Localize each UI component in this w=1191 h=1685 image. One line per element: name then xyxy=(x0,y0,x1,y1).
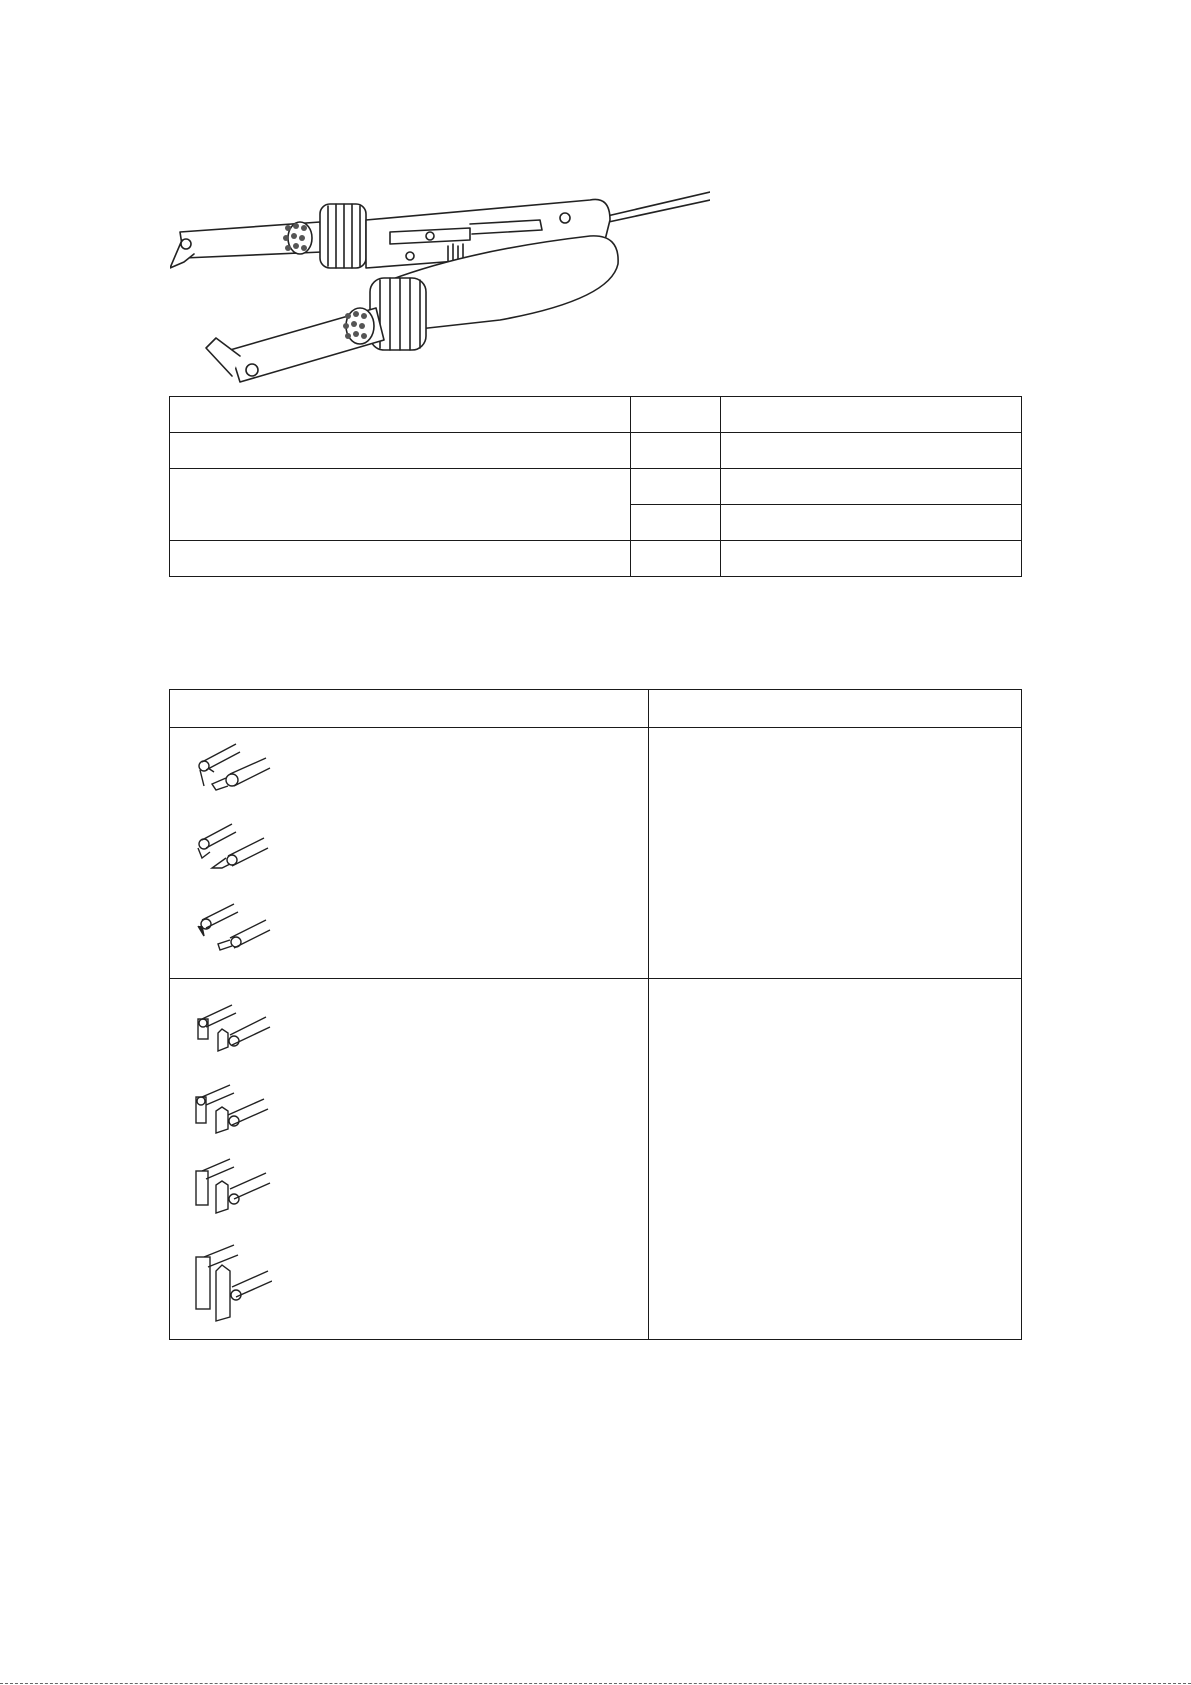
tip-description-cell xyxy=(649,979,1022,1340)
table-cell xyxy=(721,397,1022,433)
table-cell xyxy=(170,433,631,469)
table-row xyxy=(170,728,1022,979)
table-header-row xyxy=(170,690,1022,728)
table-cell xyxy=(721,469,1022,505)
table-cell xyxy=(170,541,631,577)
tweezer-blade-tip-icon xyxy=(192,1155,272,1219)
tip-description-cell xyxy=(649,728,1022,979)
table-header-cell xyxy=(649,690,1022,728)
tip-images-cell xyxy=(170,979,649,1340)
specification-table xyxy=(169,396,1022,577)
table-row xyxy=(170,541,1022,577)
tweezer-blade-tip-icon xyxy=(192,997,272,1061)
hot-tweezers-illustration xyxy=(170,180,710,395)
table-cell xyxy=(170,397,631,433)
table-cell xyxy=(631,505,721,541)
tweezer-tip-icon xyxy=(192,738,272,802)
table-row xyxy=(170,469,1022,505)
table-row xyxy=(170,979,1022,1340)
tip-images-cell xyxy=(170,728,649,979)
table-cell xyxy=(721,541,1022,577)
table-cell xyxy=(631,541,721,577)
table-cell xyxy=(631,433,721,469)
tweezer-blade-tip-icon xyxy=(192,1241,272,1327)
table-cell xyxy=(721,505,1022,541)
table-cell xyxy=(721,433,1022,469)
page-bottom-divider xyxy=(0,1683,1191,1684)
table-header-cell xyxy=(170,690,649,728)
table-row xyxy=(170,433,1022,469)
tweezer-tip-icon xyxy=(192,818,272,882)
table-cell xyxy=(631,469,721,505)
table-cell-merged xyxy=(170,469,631,541)
tweezer-tip-icon xyxy=(192,898,272,962)
table-row xyxy=(170,397,1022,433)
tweezer-blade-tip-icon xyxy=(192,1077,272,1141)
tips-table xyxy=(169,689,1022,1340)
table-cell xyxy=(631,397,721,433)
tip-group-b xyxy=(170,979,648,1339)
tip-group-a xyxy=(170,728,648,978)
